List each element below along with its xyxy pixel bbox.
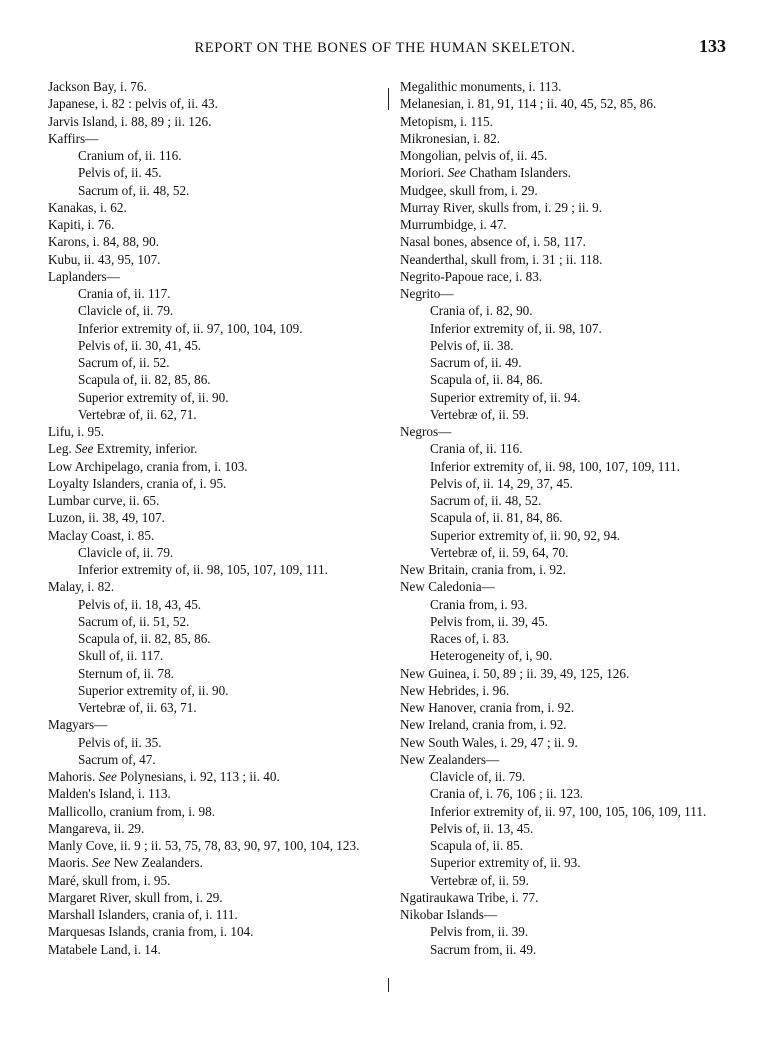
index-subentry: Pelvis of, ii. 35. [78, 734, 162, 750]
index-subentry: Inferior extremity of, ii. 98, 105, 107, 109, 111. [78, 562, 328, 577]
index-entry: Neanderthal, skull from, i. 31 ; ii. 118. [400, 251, 603, 267]
index-subentry: Crania from, i. 93. [430, 596, 528, 612]
index-entry: Mikronesian, i. 82. [400, 130, 500, 146]
index-entry: Mangareva, ii. 29. [48, 820, 145, 836]
index-entry: Maoris. See New Zealanders. [48, 855, 203, 871]
index-entry: Mallicollo, cranium from, i. 98. [48, 803, 216, 819]
index-subentry: Crania of, i. 76, 106 ; ii. 123. [430, 786, 584, 802]
index-entry: Malden's Island, i. 113. [48, 786, 171, 802]
index-entry: Kubu, ii. 43, 95, 107. [48, 251, 161, 267]
index-entry: Kapiti, i. 76. [48, 217, 115, 232]
index-entry: Moriori. See Chatham Islanders. [400, 165, 572, 181]
index-column-right [400, 78, 740, 958]
index-subentry: Sacrum of, ii. 48, 52. [430, 493, 542, 508]
index-subentry: Races of, i. 83. [430, 631, 510, 646]
index-subentry: Vertebræ of, ii. 59. [430, 872, 529, 888]
index-subentry: Inferior extremity of, ii. 98, 100, 107, 109, 111. [430, 458, 680, 474]
index-entry: Kaffirs— [48, 130, 99, 146]
running-header-title: REPORT ON THE BONES OF THE HUMAN SKELETON. [194, 40, 576, 56]
index-subentry: Pelvis of, ii. 45. [78, 165, 162, 181]
index-subentry: Clavicle of, ii. 79. [430, 769, 526, 784]
index-entry: Negrito-Papoue race, i. 83. [400, 268, 543, 284]
index-subentry: Inferior extremity of, ii. 98, 107. [430, 320, 602, 336]
index-subentry: Superior extremity of, ii. 90. [78, 682, 229, 698]
index-subentry: Heterogeneity of, i, 90. [430, 648, 553, 664]
index-subentry: Superior extremity of, ii. 90, 92, 94. [430, 527, 621, 543]
index-subentry: Scapula of, ii. 82, 85, 86. [78, 372, 211, 388]
index-subentry: Sacrum of, ii. 52. [78, 355, 170, 370]
index-subentry: Sternum of, ii. 78. [78, 665, 174, 681]
index-subentry: Vertebræ of, ii. 59. [430, 406, 529, 422]
index-entry: New Zealanders— [400, 751, 500, 767]
index-entry: Lumbar curve, ii. 65. [48, 493, 160, 508]
index-entry: Marquesas Islands, crania from, i. 104. [48, 924, 254, 940]
index-subentry: Pelvis of, ii. 14, 29, 37, 45. [430, 475, 573, 491]
index-subentry: Pelvis of, ii. 30, 41, 45. [78, 337, 202, 353]
index-entry: Mudgee, skull from, i. 29. [400, 182, 538, 198]
index-subentry: Crania of, ii. 117. [78, 286, 171, 301]
index-entry: Mongolian, pelvis of, ii. 45. [400, 148, 548, 163]
index-entry: Murray River, skulls from, i. 29 ; ii. 9. [400, 199, 603, 215]
index-subentry: Sacrum of, ii. 48, 52. [78, 182, 190, 198]
index-entry: New Britain, crania from, i. 92. [400, 562, 566, 577]
index-subentry: Sacrum from, ii. 49. [430, 941, 537, 957]
index-subentry: Crania of, ii. 116. [430, 441, 523, 457]
index-entry: Melanesian, i. 81, 91, 114 ; ii. 40, 45, 52, 85, 86. [400, 96, 657, 112]
index-entry: Nasal bones, absence of, i. 58, 117. [400, 234, 586, 250]
index-entry: New South Wales, i. 29, 47 ; ii. 9. [400, 734, 578, 750]
index-subentry: Inferior extremity of, ii. 97, 100, 104, 109. [78, 320, 303, 336]
index-entry: Magyars— [48, 717, 108, 733]
index-subentry: Sacrum of, ii. 49. [430, 355, 522, 370]
index-entry: Maré, skull from, i. 95. [48, 872, 171, 888]
index-entry: Mahoris. See Polynesians, i. 92, 113 ; ii. 40. [48, 769, 280, 784]
index-entry: New Ireland, crania from, i. 92. [400, 717, 567, 733]
index-subentry: Clavicle of, ii. 79. [78, 544, 174, 560]
index-subentry: Pelvis of, ii. 18, 43, 45. [78, 596, 202, 612]
index-entry: Luzon, ii. 38, 49, 107. [48, 510, 165, 526]
index-subentry: Skull of, ii. 117. [78, 648, 164, 664]
index-entry: Loyalty Islanders, crania of, i. 95. [48, 475, 227, 491]
index-entry: Lifu, i. 95. [48, 424, 105, 439]
index-entry: Metopism, i. 115. [400, 113, 493, 129]
index-entry: Manly Cove, ii. 9 ; ii. 53, 75, 78, 83, 90, 97, 100, 104, 123. [48, 838, 360, 853]
index-entry: Negros— [400, 424, 452, 439]
index-subentry: Pelvis of, ii. 13, 45. [430, 820, 534, 836]
index-subentry: Vertebræ of, ii. 62, 71. [78, 406, 197, 422]
column-divider [388, 88, 389, 110]
index-entry: Nikobar Islands— [400, 907, 498, 922]
index-subentry: Scapula of, ii. 84, 86. [430, 372, 543, 388]
index-entry: Megalithic monuments, i. 113. [400, 79, 562, 94]
index-entry: Jarvis Island, i. 88, 89 ; ii. 126. [48, 113, 212, 129]
index-subentry: Superior extremity of, ii. 93. [430, 855, 581, 871]
page-number: 133 [699, 36, 726, 56]
index-entry: Negrito— [400, 286, 454, 301]
index-entry: Murrumbidge, i. 47. [400, 217, 507, 232]
index-entry: Marshall Islanders, crania of, i. 111. [48, 907, 238, 922]
index-entry: New Hebrides, i. 96. [400, 682, 510, 698]
index-subentry: Scapula of, ii. 82, 85, 86. [78, 631, 211, 646]
index-entry: Kanakas, i. 62. [48, 199, 127, 215]
index-entry: Laplanders— [48, 268, 120, 284]
index-subentry: Scapula of, ii. 85. [430, 838, 524, 853]
index-entry: Leg. See Extremity, inferior. [48, 441, 198, 457]
index-subentry: Inferior extremity of, ii. 97, 100, 105, 106, 109, 111. [430, 803, 707, 819]
index-entry: Japanese, i. 82 : pelvis of, ii. 43. [48, 96, 218, 112]
index-entry: Malay, i. 82. [48, 579, 115, 595]
index-subentry: Scapula of, ii. 81, 84, 86. [430, 510, 563, 526]
index-entry: Jackson Bay, i. 76. [48, 79, 147, 94]
index-column-left [48, 78, 388, 958]
index-subentry: Clavicle of, ii. 79. [78, 303, 174, 319]
index-subentry: Superior extremity of, ii. 94. [430, 389, 581, 405]
index-subentry: Vertebræ of, ii. 63, 71. [78, 700, 197, 715]
index-subentry: Pelvis from, ii. 39, 45. [430, 613, 548, 629]
index-entry: Low Archipelago, crania from, i. 103. [48, 458, 248, 474]
index-entry: Margaret River, skull from, i. 29. [48, 889, 223, 905]
column-divider [388, 978, 389, 992]
index-subentry: Crania of, i. 82, 90. [430, 303, 533, 319]
index-subentry: Vertebræ of, ii. 59, 64, 70. [430, 544, 569, 560]
index-subentry: Superior extremity of, ii. 90. [78, 389, 229, 405]
index-subentry: Sacrum of, 47. [78, 751, 156, 767]
index-entry: Ngatiraukawa Tribe, i. 77. [400, 889, 539, 905]
index-subentry: Pelvis from, ii. 39. [430, 924, 529, 940]
index-subentry: Pelvis of, ii. 38. [430, 337, 514, 353]
index-entry: New Caledonia— [400, 579, 495, 595]
index-entry: Matabele Land, i. 14. [48, 941, 161, 957]
index-entry: Karons, i. 84, 88, 90. [48, 234, 159, 250]
index-entry: Maclay Coast, i. 85. [48, 527, 155, 543]
index-subentry: Cranium of, ii. 116. [78, 148, 182, 163]
index-entry: New Guinea, i. 50, 89 ; ii. 39, 49, 125, 126. [400, 665, 630, 681]
index-subentry: Sacrum of, ii. 51, 52. [78, 613, 190, 629]
index-entry: New Hanover, crania from, i. 92. [400, 700, 575, 715]
